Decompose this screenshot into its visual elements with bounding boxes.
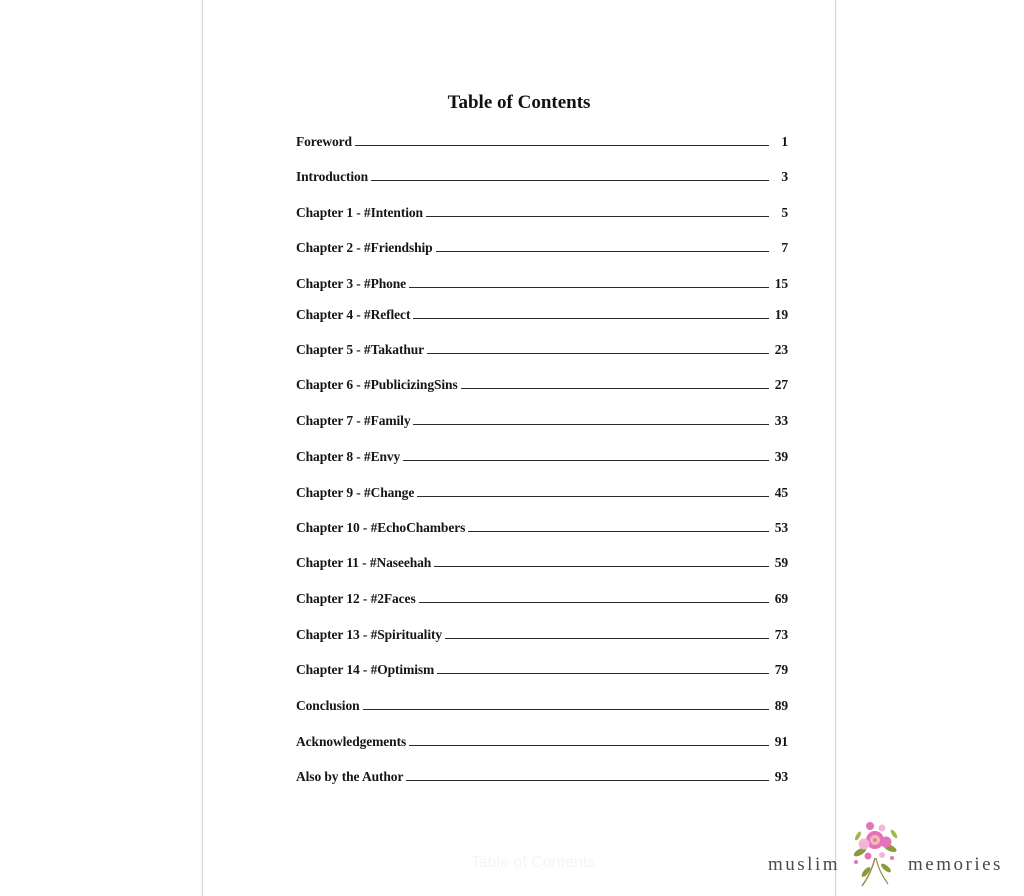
toc-leader-line — [417, 496, 769, 497]
toc-entry-page-number: 5 — [781, 204, 788, 220]
toc-entry-page-number: 91 — [774, 733, 788, 749]
floral-bouquet-icon — [848, 818, 902, 888]
toc-leader-line — [403, 460, 769, 461]
toc-entry — [296, 656, 788, 676]
toc-leader-line — [436, 251, 769, 252]
toc-entry-page-number: 15 — [774, 275, 788, 291]
toc-entry — [296, 301, 788, 321]
toc-entry-label: Chapter 4 - #Reflect — [296, 306, 411, 322]
toc-leader-line — [427, 353, 769, 354]
toc-entry-label: Chapter 3 - #Phone — [296, 275, 407, 291]
toc-entry — [296, 763, 788, 783]
toc-entry — [296, 585, 788, 605]
document-page — [202, 0, 836, 896]
toc-entry-page-number: 59 — [774, 554, 788, 570]
watermark-word-right: memories — [908, 854, 1003, 875]
toc-entry — [296, 270, 788, 290]
toc-entry-page-number: 3 — [781, 168, 788, 184]
toc-leader-line — [434, 566, 769, 567]
toc-entry — [296, 336, 788, 356]
toc-entry-page-number: 53 — [774, 519, 788, 535]
toc-entry-label: Chapter 11 - #Naseehah — [296, 554, 432, 570]
watermark-word-left: muslim — [768, 854, 841, 875]
toc-entry-label: Chapter 8 - #Envy — [296, 448, 401, 464]
toc-entry-label: Introduction — [296, 168, 369, 184]
toc-leader-line — [468, 531, 769, 532]
toc-entry-page-number: 73 — [774, 626, 788, 642]
toc-leader-line — [409, 745, 769, 746]
toc-entry-label: Foreword — [296, 133, 352, 149]
toc-entry-page-number: 1 — [781, 133, 788, 149]
toc-entry-label: Chapter 13 - #Spirituality — [296, 626, 443, 642]
toc-entry-label: Chapter 12 - #2Faces — [296, 590, 416, 606]
toc-entry-page-number: 7 — [781, 239, 788, 255]
toc-entry-label: Chapter 6 - #PublicizingSins — [296, 376, 458, 392]
toc-entry — [296, 549, 788, 569]
toc-entry — [296, 443, 788, 463]
toc-entry — [296, 621, 788, 641]
toc-entry-page-number: 23 — [774, 341, 788, 357]
toc-leader-line — [445, 638, 769, 639]
brand-watermark — [766, 818, 1016, 888]
toc-leader-line — [413, 318, 769, 319]
toc-leader-line — [371, 180, 769, 181]
toc-leader-line — [413, 424, 769, 425]
toc-leader-line — [419, 602, 769, 603]
toc-entry-label: Chapter 9 - #Change — [296, 484, 415, 500]
toc-entry-label: Chapter 5 - #Takathur — [296, 341, 425, 357]
toc-entry-label: Acknowledgements — [296, 733, 407, 749]
toc-entry — [296, 479, 788, 499]
toc-entry-page-number: 39 — [774, 448, 788, 464]
toc-leader-line — [406, 780, 769, 781]
toc-entry-page-number: 33 — [774, 412, 788, 428]
toc-entry-label: Chapter 1 - #Intention — [296, 204, 423, 220]
toc-leader-line — [363, 709, 769, 710]
toc-entry-page-number: 79 — [774, 661, 788, 677]
toc-leader-line — [437, 673, 769, 674]
toc-entry-page-number: 89 — [774, 697, 788, 713]
toc-leader-line — [461, 388, 769, 389]
toc-leader-line — [355, 145, 769, 146]
toc-entry — [296, 692, 788, 712]
toc-entry-label: Conclusion — [296, 697, 360, 713]
toc-entry — [296, 234, 788, 254]
toc-entry-page-number: 45 — [774, 484, 788, 500]
toc-entry — [296, 199, 788, 219]
toc-entry-label: Chapter 10 - #EchoChambers — [296, 519, 466, 535]
toc-entry-label: Also by the Author — [296, 768, 404, 784]
toc-entry — [296, 128, 788, 148]
toc-entry — [296, 407, 788, 427]
toc-leader-line — [426, 216, 769, 217]
toc-entry-page-number: 93 — [774, 768, 788, 784]
toc-entry-label: Chapter 7 - #Family — [296, 412, 411, 428]
toc-entry-page-number: 69 — [774, 590, 788, 606]
toc-entry — [296, 728, 788, 748]
toc-entry-label: Chapter 2 - #Friendship — [296, 239, 433, 255]
toc-entry-label: Chapter 14 - #Optimism — [296, 661, 435, 677]
toc-entry-page-number: 19 — [774, 306, 788, 322]
toc-entry — [296, 514, 788, 534]
toc-entry — [296, 163, 788, 183]
toc-title: Table of Contents — [447, 92, 591, 113]
toc-entry-page-number: 27 — [774, 376, 788, 392]
ghost-footer-text: Table of Contents — [470, 854, 596, 871]
toc-leader-line — [409, 287, 769, 288]
toc-entry — [296, 371, 788, 391]
